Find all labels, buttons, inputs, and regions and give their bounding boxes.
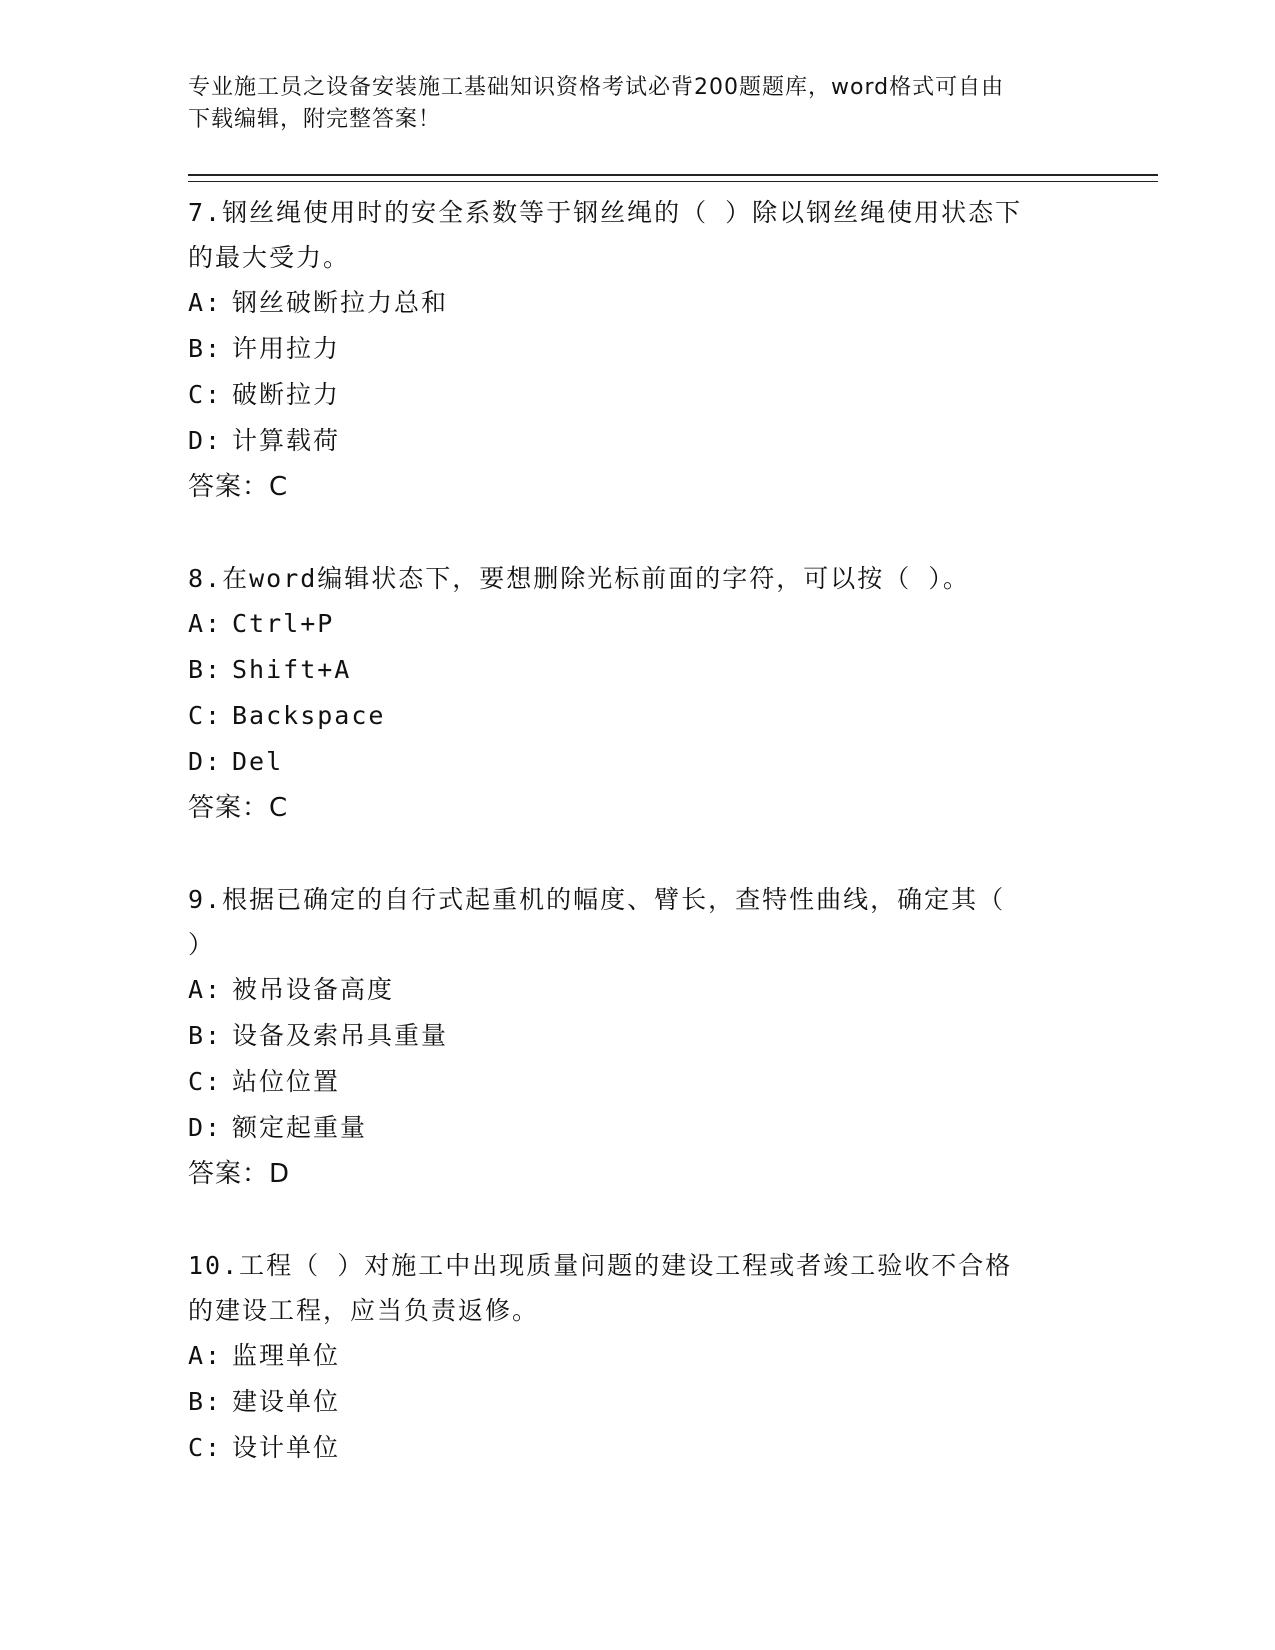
header-divider-top	[188, 174, 1158, 176]
option-c	[188, 1425, 1088, 1471]
option-key: A:	[188, 975, 223, 1004]
option-key: A:	[188, 1341, 223, 1370]
option-text: 建设单位	[232, 1387, 341, 1416]
option-text: Ctrl+P	[232, 609, 335, 638]
option-a	[188, 601, 1088, 647]
option-a	[188, 967, 1088, 1013]
option-key: D:	[188, 1113, 223, 1142]
option-key: B:	[188, 334, 223, 363]
option-text: 许用拉力	[232, 334, 341, 363]
option-key: B:	[188, 1021, 223, 1050]
header-divider-bottom	[188, 181, 1158, 182]
option-key: B:	[188, 655, 223, 684]
option-a	[188, 1333, 1088, 1379]
option-b	[188, 1013, 1088, 1059]
option-text: 破断拉力	[232, 380, 341, 409]
answer-text: 答案：C	[188, 793, 289, 823]
header-line-2: 下载编辑，附完整答案！	[188, 107, 442, 132]
option-c	[188, 372, 1088, 418]
option-text: Backspace	[232, 701, 386, 730]
question-stem-line: 7.钢丝绳使用时的安全系数等于钢丝绳的（ ）除以钢丝绳使用状态下	[188, 198, 1023, 227]
question-stem-line: 的最大受力。	[188, 243, 351, 272]
question-9	[188, 877, 1088, 1197]
option-b	[188, 1379, 1088, 1425]
option-text: 设计单位	[232, 1433, 341, 1462]
question-stem-line: ）	[188, 930, 216, 959]
option-a	[188, 280, 1088, 326]
option-key: A:	[188, 288, 223, 317]
option-b	[188, 647, 1088, 693]
question-7	[188, 190, 1088, 510]
option-text: Del	[232, 747, 284, 776]
answer-text: 答案：D	[188, 1159, 291, 1189]
question-stem	[188, 877, 1088, 967]
question-stem-line: 的建设工程，应当负责返修。	[188, 1296, 540, 1325]
option-key: C:	[188, 1067, 223, 1096]
header-line-1: 专业施工员之设备安装施工基础知识资格考试必背200题题库，word格式可自由	[188, 75, 1005, 100]
option-text: 钢丝破断拉力总和	[232, 288, 449, 317]
option-text: Shift+A	[232, 655, 352, 684]
option-b	[188, 326, 1088, 372]
question-stem	[188, 556, 1088, 601]
answer-text: 答案：C	[188, 472, 289, 502]
option-text: 计算载荷	[232, 426, 341, 455]
option-key: A:	[188, 609, 223, 638]
question-stem	[188, 1243, 1088, 1333]
question-8	[188, 556, 1088, 831]
option-key: C:	[188, 701, 223, 730]
question-10	[188, 1243, 1088, 1471]
question-list	[188, 190, 1088, 1517]
option-d	[188, 418, 1088, 464]
document-header	[188, 72, 1088, 136]
option-c	[188, 1059, 1088, 1105]
option-c	[188, 693, 1088, 739]
option-text: 被吊设备高度	[232, 975, 395, 1004]
question-stem-line: 9.根据已确定的自行式起重机的幅度、臂长，查特性曲线，确定其（	[188, 885, 1006, 914]
option-key: C:	[188, 1433, 223, 1462]
option-key: C:	[188, 380, 223, 409]
question-stem-line: 10.工程（ ）对施工中出现质量问题的建设工程或者竣工验收不合格	[188, 1251, 1013, 1280]
option-key: B:	[188, 1387, 223, 1416]
option-key: D:	[188, 426, 223, 455]
option-d	[188, 739, 1088, 785]
question-stem	[188, 190, 1088, 280]
question-stem-line: 8.在word编辑状态下，要想删除光标前面的字符，可以按（ ）。	[188, 564, 970, 593]
option-key: D:	[188, 747, 223, 776]
option-text: 额定起重量	[232, 1113, 368, 1142]
option-text: 监理单位	[232, 1341, 341, 1370]
option-text: 站位位置	[232, 1067, 341, 1096]
option-d	[188, 1105, 1088, 1151]
option-text: 设备及索吊具重量	[232, 1021, 449, 1050]
